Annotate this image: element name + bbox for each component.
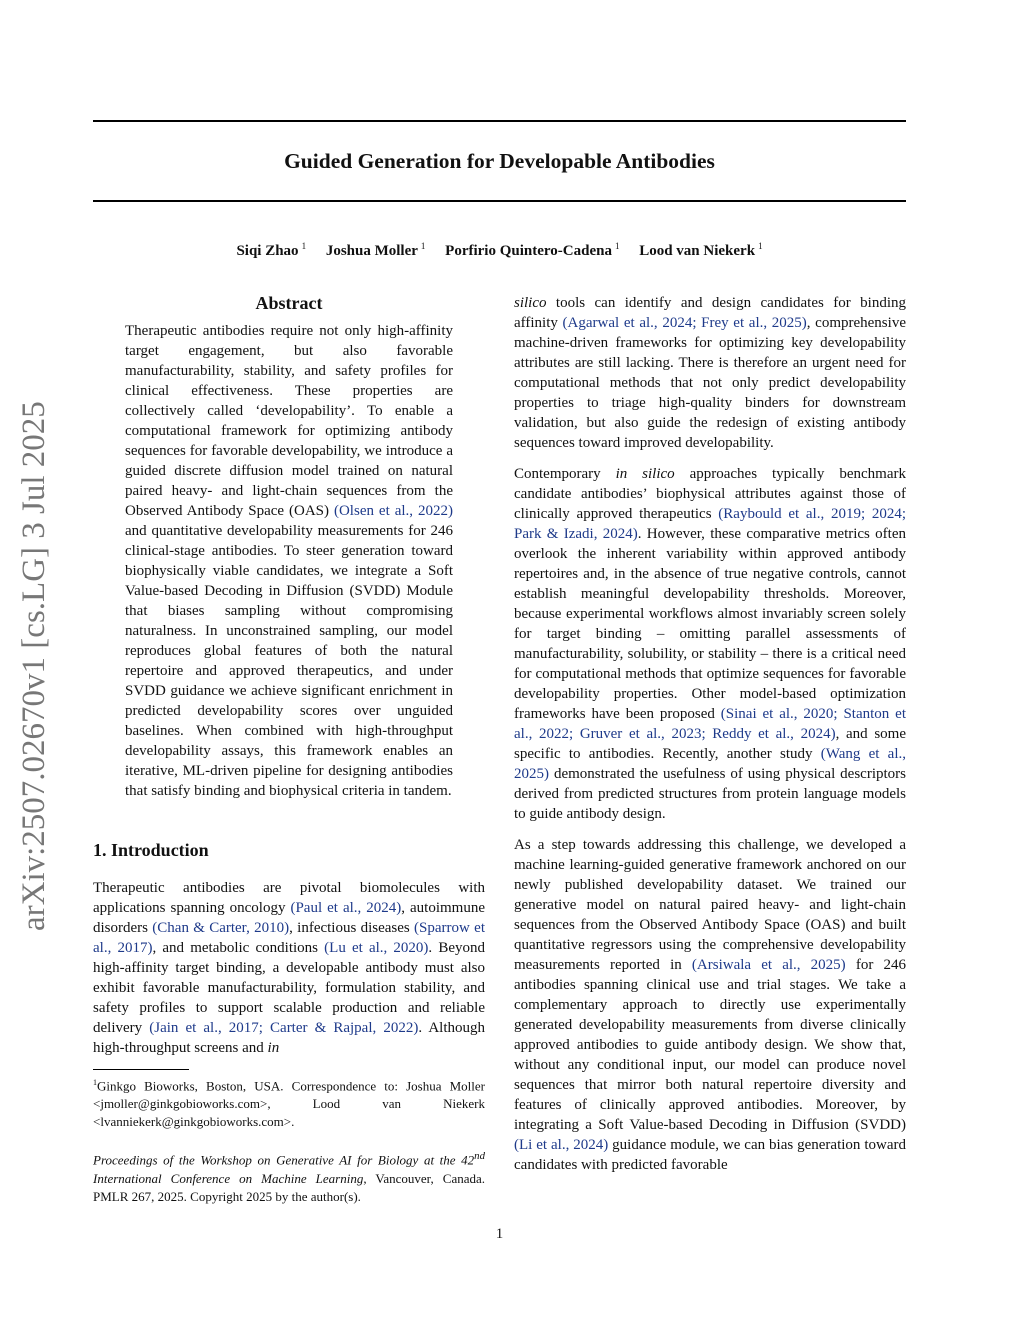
intro-paragraph-4: As a step towards addressing this challenge, we developed a machine learning-guided generative framework anchored on our newly published developability dataset. We trained our generative model on natural paired heavy- and light-chain sequences from the Observed Antibody Space (OAS) and built quantitative regressors using the comprehensive developability measurements reported in (Arsiwala et al., 2025) for 246 antibodies spanning clinical use and trial stages. We take a complementary approach to directly use experimentally generated developability measurements from diverse clinically approved antibodies to guide antibody design. We show that, without any conditional input, our model can produce novel sequences that mirror both natural repertoire diversity and features of clinically approved antibodies. Moreover, by integrating a Soft Value-based Decoding in Diffusion (SVDD) (Li et al., 2024) guidance module, we can bias generation toward candidates with predicted favorable: [514, 837, 906, 1173]
title-rule-top: [93, 120, 906, 122]
citation-link[interactable]: (Lu et al., 2020): [324, 940, 429, 956]
page-number: 1: [495, 1226, 504, 1242]
author-1: Siqi Zhao $^1$: [236, 241, 307, 259]
affiliation-footnote: $^1$Ginkgo Bioworks, Boston, USA. Correspondence to: Joshua Moller <jmoller@ginkgobioworks.com>, Lood van Niekerk <lvanniekerk@ginkgobioworks.com>.: [93, 1078, 485, 1130]
citation-link[interactable]: (Chan & Carter, 2010): [152, 920, 290, 936]
citation-link[interactable]: (Jain et al., 2017; Carter & Rajpal, 2022): [149, 1020, 419, 1036]
abstract-text: Therapeutic antibodies require not only high-affinity target engagement, but also favorable manufacturability, stability, and safety profiles for clinical effectiveness. These properties are collectively called ‘developability’. To enable a computational framework for optimizing antibody sequences for favorable developability, we introduce a guided discrete diffusion model trained on natural paired heavy- and light-chain sequences from the Observed Antibody Space (OAS) (Olsen et al., 2022) and quantitative developability measurements for 246 clinical-stage antibodies. To steer generation toward biophysically viable candidates, we integrate a Soft Value-based Decoding in Diffusion (SVDD) Module that biases sampling without compromising naturalness. In unconstrained sampling, our model reproduces global features of both the natural repertoire and approved therapeutics, and under SVDD guidance we achieve significant enrichment in predicted developability scores over unguided baselines. When combined with high-throughput developability assays, this framework enables an iterative, ML-driven pipeline for designing antibodies that satisfy binding and biophysical criteria in tandem.: [125, 323, 453, 799]
citation-link[interactable]: (Li et al., 2024): [514, 1137, 609, 1153]
abstract-heading: Abstract: [255, 293, 323, 313]
author-4: Lood van Niekerk $^1$: [639, 241, 763, 259]
intro-paragraph-2: silico tools can identify and design candidates for binding affinity (Agarwal et al., 2024; Frey et al., 2025), comprehensive machine-driven frameworks for optimizing key developability attributes are still lacking. There is therefore an urgent need for computational methods that not only predict developability properties to triage high-quality binders for downstream validation, but also guide the redesign of existing antibody sequences toward improved developability.: [514, 295, 906, 451]
citation-link[interactable]: (Sparrow et al., 2017): [93, 920, 485, 956]
arxiv-identifier: arXiv:2507.02670v1 [cs.LG] 3 Jul 2025: [16, 401, 52, 931]
paper-title: Guided Generation for Developable Antibodies: [284, 149, 715, 173]
citation-link[interactable]: (Wang et al., 2025): [514, 746, 906, 782]
citation-link[interactable]: (Sinai et al., 2020; Stanton et al., 2022; Gruver et al., 2023; Reddy et al., 2024): [514, 706, 906, 742]
citation-link[interactable]: (Agarwal et al., 2024; Frey et al., 2025): [562, 315, 807, 331]
author-list: [93, 235, 906, 262]
citation-link[interactable]: (Paul et al., 2024): [290, 900, 402, 916]
citation-link[interactable]: (Raybould et al., 2019; 2024; Park & Izadi, 2024): [514, 506, 907, 542]
title-rule-bottom: [93, 200, 906, 202]
proceedings-note: Proceedings of the Workshop on Generative AI for Biology at the 42nd International Conference on Machine Learning, Vancouver, Canada. PMLR 267, 2025. Copyright 2025 by the author(s).: [93, 1150, 485, 1204]
author-3: Porfirio Quintero-Cadena $^1$: [445, 241, 620, 259]
footnote-rule: [93, 1069, 189, 1070]
intro-paragraph-3: Contemporary in silico approaches typically benchmark candidate antibodies’ biophysical attributes against those of clinically approved therapeutics (Raybould et al., 2019; 2024; Park & Izadi, 2024). However, these comparative metrics often overlook the inherent variability within approved antibody repertoires and, in the absence of true negative controls, cannot establish meaningful developability thresholds. Moreover, because experimental workflows almost invariably screen solely for target binding – omitting parallel assessments of manufacturability, solubility, or stability – there is a critical need for computational methods that optimize sequences for favorable developability properties. Other model-based optimization frameworks have been proposed (Sinai et al., 2020; Stanton et al., 2022; Gruver et al., 2023; Reddy et al., 2024), and some specific to antibodies. Recently, another study (Wang et al., 2025) demonstrated the usefulness of using physical descriptors derived from predicted structures from protein language models to guide antibody design.: [514, 466, 907, 822]
introduction-heading: 1. Introduction: [93, 840, 209, 860]
author-2: Joshua Moller $^1$: [325, 241, 426, 259]
citation-link[interactable]: (Olsen et al., 2022): [333, 503, 453, 519]
right-column: [514, 293, 906, 1186]
left-column: [93, 290, 485, 1206]
citation-link[interactable]: (Arsiwala et al., 2025): [691, 957, 846, 973]
intro-paragraph-1: Therapeutic antibodies are pivotal biomolecules with applications spanning oncology (Paul et al., 2024), autoimmune disorders (Chan & Carter, 2010), infectious diseases (Sparrow et al., 2017), and metabolic conditions (Lu et al., 2020). Beyond high-affinity target binding, a developable antibody must also exhibit favorable manufacturability, formulation stability, and safety profiles to support scalable production and reliable delivery (Jain et al., 2017; Carter & Rajpal, 2022). Although high-throughput screens and in: [93, 880, 485, 1056]
